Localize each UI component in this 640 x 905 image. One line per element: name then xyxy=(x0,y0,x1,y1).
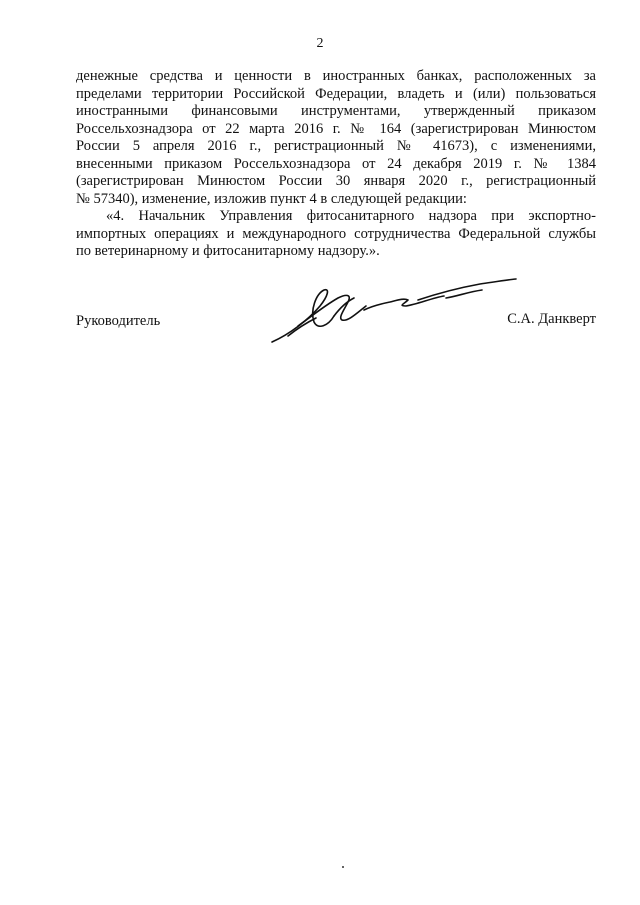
paragraph-1 xyxy=(76,68,596,208)
page-number: 2 xyxy=(316,36,324,51)
text-line: России 5 апреля 2016 г., регистрационный № 41673), с изменениями, xyxy=(76,138,596,154)
text-line: иностранными финансовыми инструментами, утвержденный приказом xyxy=(76,103,596,119)
text-line: № 57340), изменение, изложив пункт 4 в следующей редакции: xyxy=(76,190,467,207)
text-line: по ветеринарному и фитосанитарному надзору.». xyxy=(76,243,380,259)
text-line: «4. Начальник Управления фитосанитарного надзора при экспортно- xyxy=(106,208,596,224)
text-line: пределами территории Российской Федерации, владеть и (или) пользоваться xyxy=(76,85,596,102)
signatory-title: Руководитель xyxy=(76,313,161,329)
scan-speck xyxy=(342,866,344,868)
text-line: импортных операциях и международного сотрудничества Федеральной службы xyxy=(76,225,596,242)
signatory-name: С.А. Данкверт xyxy=(507,311,596,327)
paragraph-2 xyxy=(76,208,596,261)
text-line: Россельхознадзора от 22 марта 2016 г. № 164 (зарегистрирован Минюстом xyxy=(76,120,596,137)
text-line: внесенными приказом Россельхознадзора от 24 декабря 2019 г. № 1384 xyxy=(76,155,596,172)
document-body xyxy=(76,68,596,261)
text-line: (зарегистрирован Минюстом России 30 января 2020 г., регистрационный xyxy=(76,173,596,189)
text-line: денежные средства и ценности в иностранных банках, расположенных за xyxy=(76,68,596,84)
handwritten-signature xyxy=(268,276,520,348)
